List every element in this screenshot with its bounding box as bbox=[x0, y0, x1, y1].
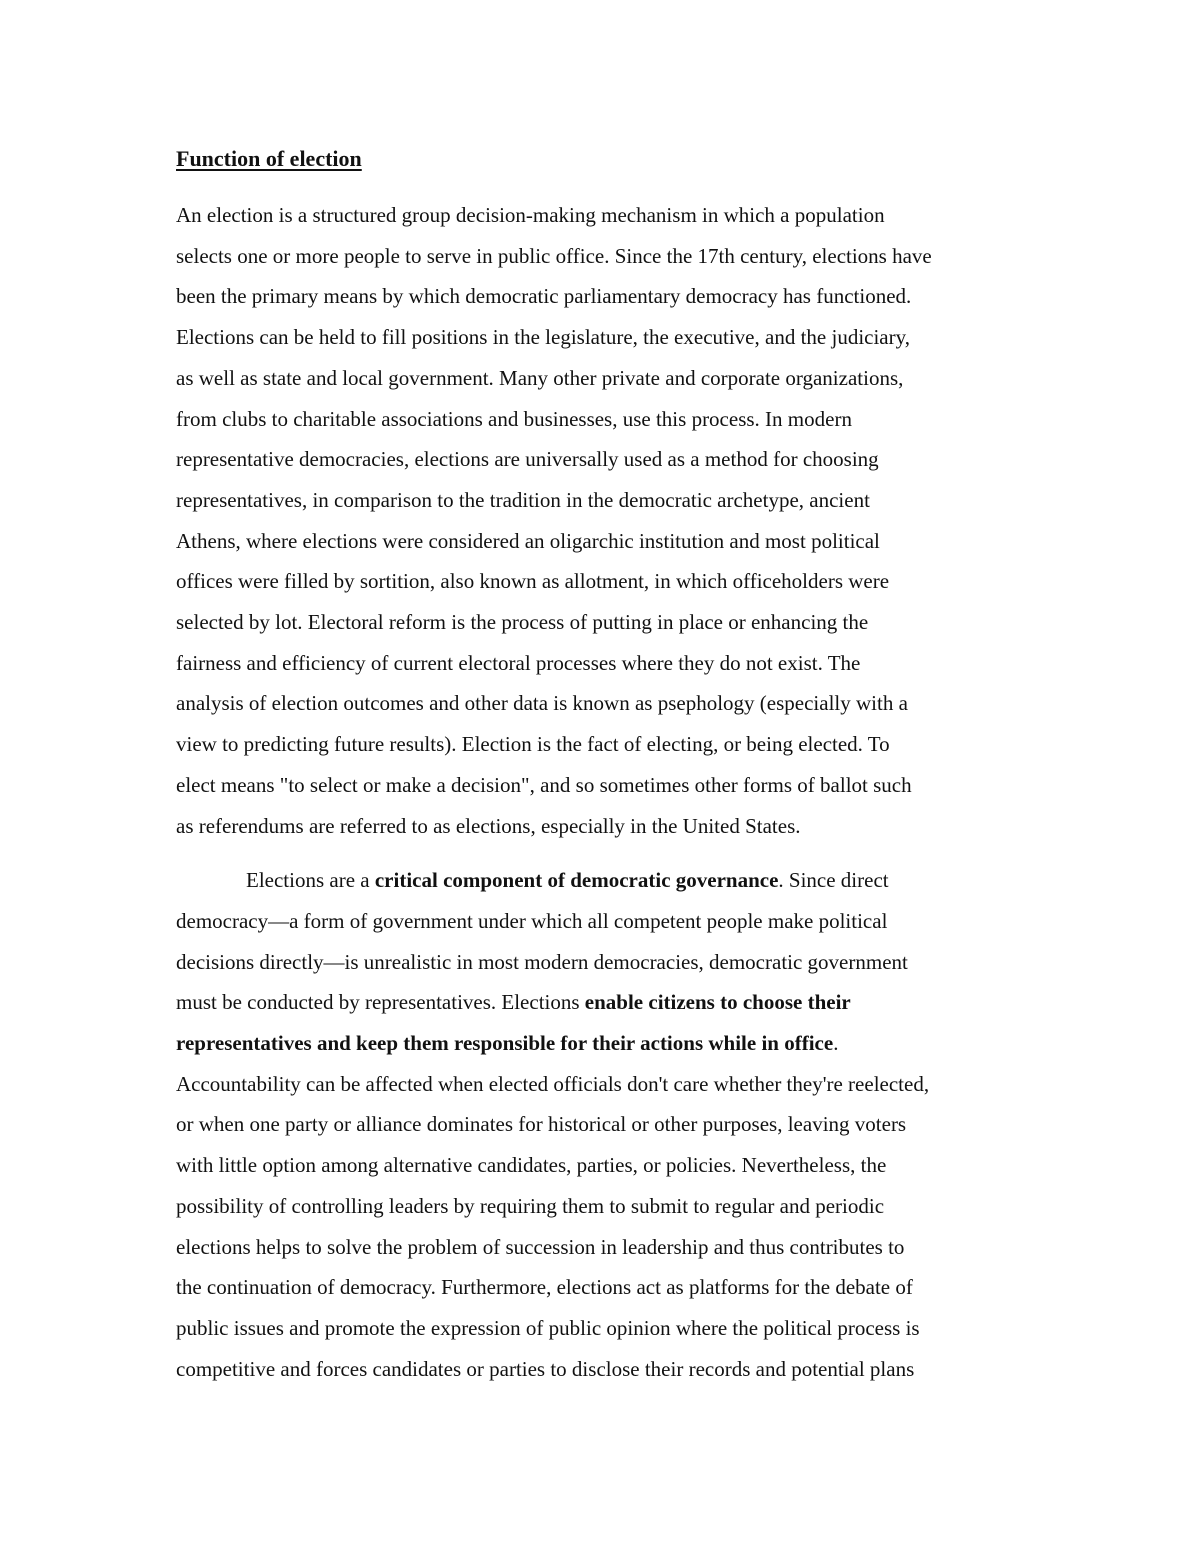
text-run: Elections are a bbox=[246, 868, 375, 893]
text-line: Athens, where elections were considered an oligarchic institution and most political bbox=[176, 528, 880, 553]
text-line bbox=[176, 982, 1036, 1023]
text-line: been the primary means by which democratic parliamentary democracy has functioned. bbox=[176, 284, 912, 309]
text-line: democracy—a form of government under which all competent people make political bbox=[176, 908, 888, 933]
text-line: public issues and promote the expression of public opinion where the political process is bbox=[176, 1315, 920, 1340]
text-line: An election is a structured group decision-making mechanism in which a population bbox=[176, 203, 885, 227]
text-line: from clubs to charitable associations and businesses, use this process. In modern bbox=[176, 406, 852, 431]
text-line: competitive and forces candidates or parties to disclose their records and potential plans bbox=[176, 1356, 915, 1381]
text-line: selected by lot. Electoral reform is the process of putting in place or enhancing the bbox=[176, 610, 869, 635]
text-line: representatives, in comparison to the tradition in the democratic archetype, ancient bbox=[176, 487, 870, 512]
text-line: fairness and efficiency of current electoral processes where they do not exist. The bbox=[176, 650, 861, 675]
text-line: as referendums are referred to as elections, especially in the United States. bbox=[176, 813, 801, 838]
text-line: selects one or more people to serve in public office. Since the 17th century, elections have bbox=[176, 243, 932, 268]
text-line: with little option among alternative candidates, parties, or policies. Nevertheless, the bbox=[176, 1153, 887, 1178]
text-line: or when one party or alliance dominates for historical or other purposes, leaving voters bbox=[176, 1112, 907, 1137]
text-line: Elections can be held to fill positions in the legislature, the executive, and the judiciary, bbox=[176, 325, 911, 350]
text-line: possibility of controlling leaders by requiring them to submit to regular and periodic bbox=[176, 1193, 885, 1218]
bold-text-run: enable citizens to choose their bbox=[584, 990, 851, 1015]
text-run: must be conducted by representatives. Elections bbox=[176, 990, 585, 1015]
bold-text-run: representatives and keep them responsible for their actions while in office bbox=[176, 1031, 834, 1056]
document-page bbox=[176, 140, 1036, 1389]
paragraph-2 bbox=[176, 860, 1036, 1389]
text-line: as well as state and local government. Many other private and corporate organizations, bbox=[176, 365, 904, 390]
text-run: . Since direct bbox=[778, 868, 889, 893]
paragraph-1 bbox=[176, 195, 1036, 846]
text-line bbox=[176, 1023, 1036, 1064]
text-line: view to predicting future results). Election is the fact of electing, or being elected. To bbox=[176, 732, 890, 757]
text-line: offices were filled by sortition, also known as allotment, in which officeholders were bbox=[176, 569, 890, 594]
bold-text-run: critical component of democratic governance bbox=[374, 868, 779, 893]
text-line: elections helps to solve the problem of succession in leadership and thus contributes to bbox=[176, 1234, 905, 1259]
text-run: . bbox=[833, 1031, 839, 1056]
text-line: analysis of election outcomes and other data is known as psephology (especially with a bbox=[176, 691, 908, 716]
text-line: representative democracies, elections are universally used as a method for choosing bbox=[176, 447, 879, 472]
text-line: Accountability can be affected when elected officials don't care whether they're reelected, bbox=[176, 1071, 930, 1096]
text-line: decisions directly—is unrealistic in most modern democracies, democratic government bbox=[176, 949, 908, 974]
document-title: Function of election bbox=[176, 146, 362, 171]
text-line bbox=[176, 860, 1036, 901]
text-line: elect means "to select or make a decision", and so sometimes other forms of ballot such bbox=[176, 772, 912, 797]
text-line: the continuation of democracy. Furthermore, elections act as platforms for the debate of bbox=[176, 1275, 913, 1300]
